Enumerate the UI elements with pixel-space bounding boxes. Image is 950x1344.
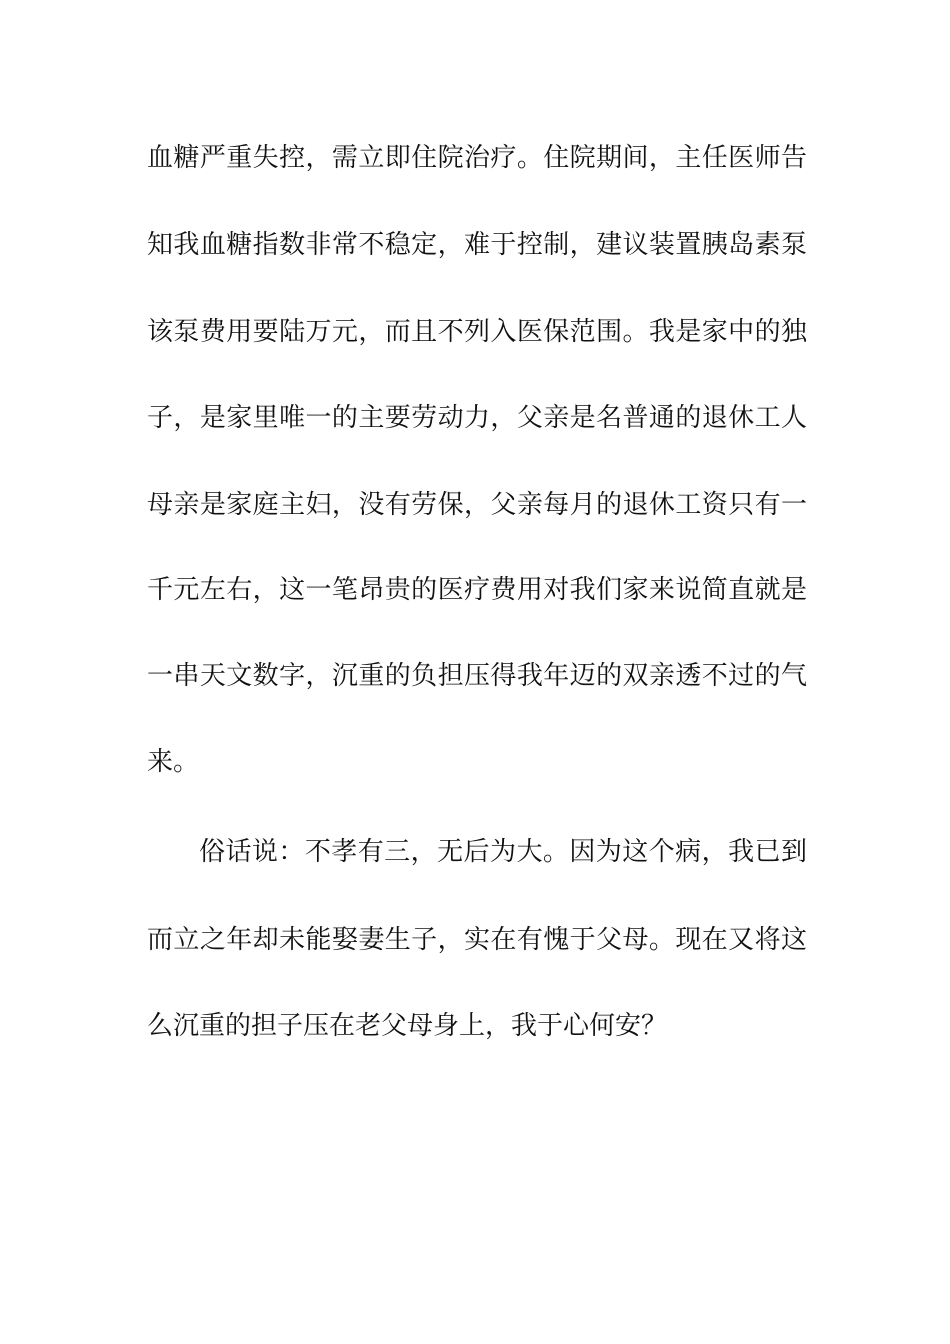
paragraph-1-line-3: 该泵费用要陆万元，而且不列入医保范围。我是家中的独: [147, 317, 807, 347]
paragraph-2-line-3: 么沉重的担子压在老父母身上，我于心何安？: [147, 1011, 668, 1041]
paragraph-2-line-1: 俗话说：不孝有三，无后为大。因为这个病，我已到: [199, 837, 807, 867]
paragraph-1-line-5: 母亲是家庭主妇，没有劳保，父亲每月的退休工资只有一: [147, 490, 807, 520]
paragraph-1-line-4: 子，是家里唯一的主要劳动力，父亲是名普通的退休工人: [147, 403, 807, 433]
paragraph-2-line-2: 而立之年却未能娶妻生子，实在有愧于父母。现在又将这: [147, 925, 807, 955]
paragraph-1-line-7: 一串天文数字，沉重的负担压得我年迈的双亲透不过的气: [147, 661, 807, 691]
paragraph-1-line-1: 血糖严重失控，需立即住院治疗。住院期间，主任医师告: [147, 143, 807, 173]
paragraph-1-line-2: 知我血糖指数非常不稳定，难于控制，建议装置胰岛素泵: [147, 230, 807, 260]
paragraph-1-line-6: 千元左右，这一笔昂贵的医疗费用对我们家来说简直就是: [147, 575, 807, 605]
paragraph-1-line-8: 来。: [147, 747, 200, 777]
